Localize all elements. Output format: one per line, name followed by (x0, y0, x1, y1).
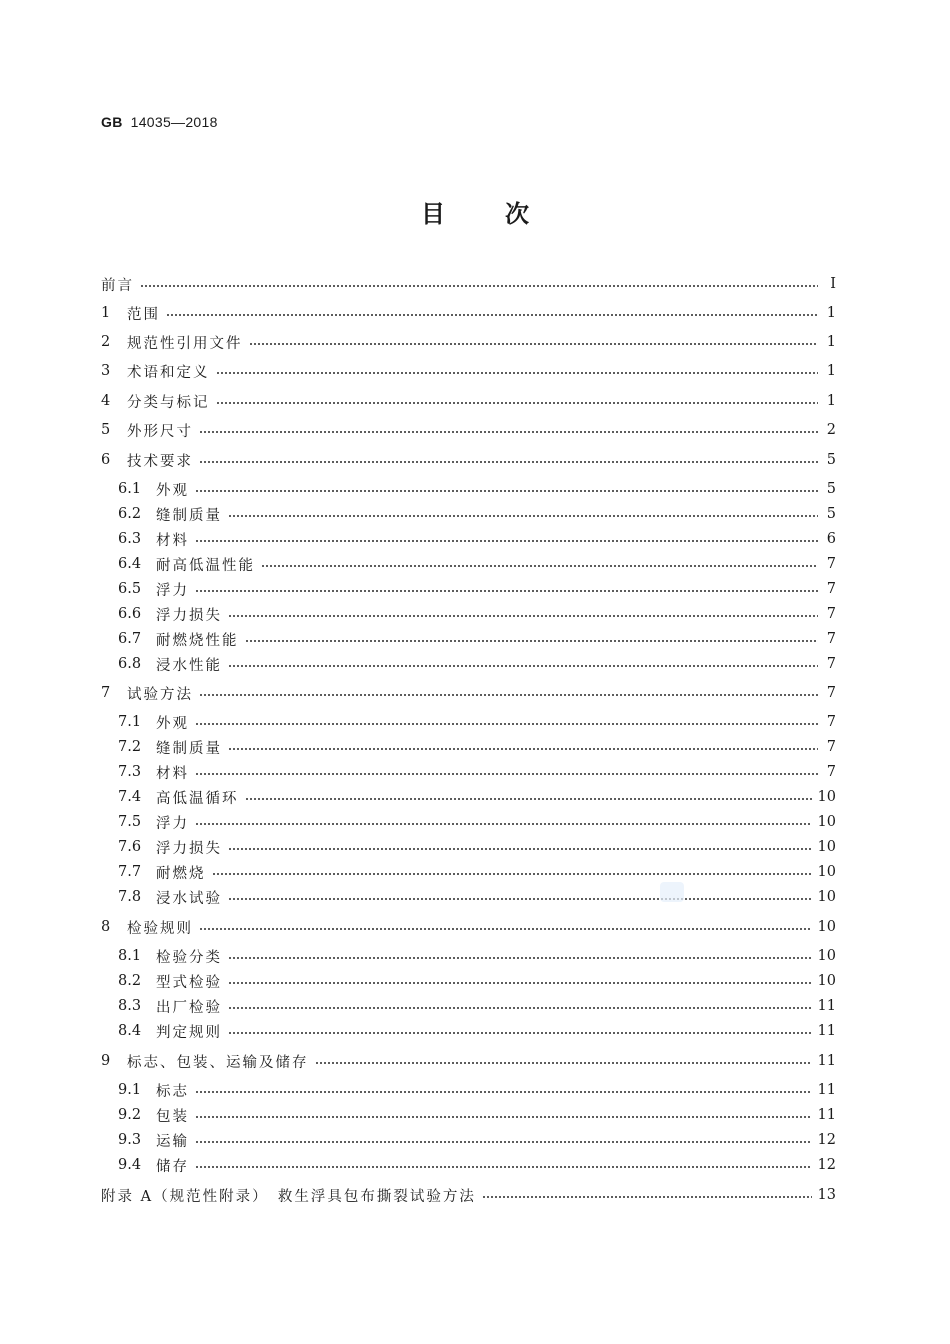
toc-entry-label: 耐燃烧性能 (156, 632, 239, 649)
toc-entry-number: 7.6 (118, 839, 142, 855)
toc-entry-label: 缝制质量 (156, 740, 222, 757)
dot-leader (199, 693, 818, 697)
toc-entry-label: 耐燃烧 (156, 865, 206, 882)
toc-entry-label: 浮力 (156, 582, 189, 599)
dot-leader (195, 722, 818, 726)
toc-entry[interactable] (118, 1105, 836, 1125)
toc-entry-page: 10 (817, 839, 836, 855)
dot-leader (195, 1165, 812, 1169)
toc-entry-page: 7 (826, 656, 836, 672)
toc-entry-page: 10 (817, 864, 836, 880)
dot-leader (199, 927, 812, 931)
toc-entry-number: 8.4 (118, 1023, 142, 1039)
dot-leader (245, 639, 819, 643)
toc-entry-page: 7 (826, 714, 836, 730)
toc-entry[interactable] (118, 712, 836, 732)
dot-leader (228, 981, 812, 985)
toc-entry-number: 6.6 (118, 606, 142, 622)
toc-entry-number: 6.5 (118, 581, 142, 597)
toc-entry[interactable] (118, 604, 836, 624)
title-char-2: 次 (505, 200, 529, 228)
dot-leader (166, 313, 818, 317)
toc-entry-label: 检验规则 (127, 920, 193, 937)
toc-entry-number: 8 (101, 919, 111, 935)
toc-entry-label: 材料 (156, 765, 189, 782)
toc-entry-page: 12 (817, 1157, 836, 1173)
toc-entry-page: 11 (817, 1023, 836, 1039)
toc-entry-page: 7 (826, 739, 836, 755)
dot-leader (195, 1140, 812, 1144)
toc-entry-label: 试验方法 (127, 686, 193, 703)
toc-entry-label: 外形尺寸 (127, 423, 193, 440)
toc-entry[interactable] (118, 1021, 836, 1041)
dot-leader (195, 1090, 812, 1094)
dot-leader (228, 1031, 812, 1035)
document-header (101, 114, 218, 130)
toc-entry-page: 1 (826, 305, 836, 321)
toc-entry-label: 出厂检验 (156, 999, 222, 1016)
toc-entry-number: 7.5 (118, 814, 142, 830)
dot-leader (195, 589, 818, 593)
watermark-logo (660, 882, 684, 902)
toc-entry[interactable] (118, 762, 836, 782)
dot-leader (216, 371, 819, 375)
toc-entry[interactable] (118, 504, 836, 524)
toc-entry[interactable] (118, 887, 836, 907)
toc-entry[interactable] (101, 1185, 836, 1205)
dot-leader (228, 664, 818, 668)
dot-leader (261, 564, 818, 568)
toc-entry-number: 6.2 (118, 506, 142, 522)
toc-entry-page: 2 (826, 422, 836, 438)
toc-entry[interactable] (118, 996, 836, 1016)
toc-entry-number: 6.8 (118, 656, 142, 672)
dot-leader (212, 872, 812, 876)
dot-leader (199, 430, 818, 434)
dot-leader (228, 847, 812, 851)
toc-entry[interactable] (118, 554, 836, 574)
toc-entry-page: 7 (826, 606, 836, 622)
toc-entry-label: 材料 (156, 532, 189, 549)
dot-leader (228, 1006, 812, 1010)
dot-leader (140, 284, 818, 288)
toc-entry-page: I (830, 276, 836, 292)
toc-entry-number: 9 (101, 1053, 111, 1069)
toc-entry-label: 分类与标记 (127, 394, 210, 411)
toc-entry-page: 11 (817, 998, 836, 1014)
dot-leader (249, 342, 819, 346)
toc-entry-page: 5 (826, 506, 836, 522)
toc-entry-label: 浮力损失 (156, 840, 222, 857)
toc-entry-number: 8.3 (118, 998, 142, 1014)
toc-entry-label: 型式检验 (156, 974, 222, 991)
dot-leader (228, 897, 812, 901)
toc-entry-label: 检验分类 (156, 949, 222, 966)
toc-entry-label: 缝制质量 (156, 507, 222, 524)
dot-leader (195, 539, 818, 543)
toc-entry-page: 13 (817, 1187, 836, 1203)
toc-entry-number: 4 (101, 393, 111, 409)
toc-entry[interactable] (101, 917, 836, 937)
dot-leader (228, 614, 818, 618)
toc-entry-number: 7.7 (118, 864, 142, 880)
toc-entry-label: 浮力 (156, 815, 189, 832)
dot-leader (195, 489, 818, 493)
toc-entry-page: 6 (826, 531, 836, 547)
dot-leader (315, 1061, 812, 1065)
toc-entry-page: 7 (826, 631, 836, 647)
toc-entry-label: 浸水试验 (156, 890, 222, 907)
toc-entry-label: 判定规则 (156, 1024, 222, 1041)
toc-entry[interactable] (101, 332, 836, 352)
toc-entry-page: 1 (826, 334, 836, 350)
toc-entry[interactable] (118, 862, 836, 882)
toc-entry-page: 11 (817, 1082, 836, 1098)
toc-entry-label: 浸水性能 (156, 657, 222, 674)
toc-entry-page: 11 (817, 1053, 836, 1069)
toc-entry-label: 附录 A（规范性附录） 救生浮具包布撕裂试验方法 (101, 1188, 476, 1205)
toc-entry-page: 7 (826, 581, 836, 597)
dot-leader (195, 822, 812, 826)
toc-entry-page: 12 (817, 1132, 836, 1148)
toc-entry-number: 7.1 (118, 714, 142, 730)
toc-entry-number: 9.4 (118, 1157, 142, 1173)
toc-entry-page: 10 (817, 919, 836, 935)
toc-entry-page: 5 (826, 481, 836, 497)
toc-entry-label: 规范性引用文件 (127, 335, 243, 352)
toc-entry-number: 6.3 (118, 531, 142, 547)
toc-entry[interactable] (118, 737, 836, 757)
toc-entry-label: 技术要求 (127, 453, 193, 470)
toc-entry-number: 7.2 (118, 739, 142, 755)
toc-entry[interactable] (101, 391, 836, 411)
toc-entry-number: 7.4 (118, 789, 142, 805)
toc-entry-page: 1 (826, 393, 836, 409)
dot-leader (245, 797, 812, 801)
toc-entry-label: 外观 (156, 482, 189, 499)
toc-entry[interactable] (101, 450, 836, 470)
standard-prefix: GB (101, 114, 123, 130)
toc-entry-page: 10 (817, 789, 836, 805)
toc-entry-label: 高低温循环 (156, 790, 239, 807)
toc-entry-number: 6.1 (118, 481, 142, 497)
toc-entry-number: 6.4 (118, 556, 142, 572)
page-title (0, 194, 950, 229)
toc-entry[interactable] (118, 654, 836, 674)
toc-entry-label: 术语和定义 (127, 364, 210, 381)
toc-entry-number: 9.1 (118, 1082, 142, 1098)
dot-leader (195, 772, 818, 776)
toc-entry-number: 2 (101, 334, 111, 350)
toc-entry-label: 储存 (156, 1158, 189, 1175)
toc-entry-number: 6 (101, 452, 111, 468)
toc-entry[interactable] (118, 529, 836, 549)
toc-entry-number: 7 (101, 685, 111, 701)
standard-number: 14035—2018 (130, 114, 218, 130)
toc-entry[interactable] (101, 683, 836, 703)
toc-entry[interactable] (118, 479, 836, 499)
toc-entry-number: 9.2 (118, 1107, 142, 1123)
toc-entry[interactable] (118, 1130, 836, 1150)
toc-entry[interactable] (118, 946, 836, 966)
toc-entry-page: 5 (826, 452, 836, 468)
toc-entry-number: 3 (101, 363, 111, 379)
toc-entry-number: 1 (101, 305, 111, 321)
toc-entry-page: 7 (826, 685, 836, 701)
toc-entry-number: 8.2 (118, 973, 142, 989)
toc-entry-label: 包装 (156, 1108, 189, 1125)
dot-leader (195, 1115, 812, 1119)
toc-entry-number: 5 (101, 422, 111, 438)
toc-entry-page: 1 (826, 363, 836, 379)
toc-entry[interactable] (118, 787, 836, 807)
toc-entry-page: 11 (817, 1107, 836, 1123)
toc-entry[interactable] (101, 361, 836, 381)
toc-entry-page: 10 (817, 814, 836, 830)
toc-entry[interactable] (118, 971, 836, 991)
dot-leader (228, 514, 818, 518)
toc-entry[interactable] (101, 1051, 836, 1071)
toc-entry-label: 耐高低温性能 (156, 557, 255, 574)
toc-entry-page: 7 (826, 556, 836, 572)
toc-entry[interactable] (118, 1155, 836, 1175)
toc-entry[interactable] (118, 1080, 836, 1100)
toc-entry-number: 8.1 (118, 948, 142, 964)
toc-entry[interactable] (118, 579, 836, 599)
dot-leader (482, 1195, 812, 1199)
toc-entry-number: 9.3 (118, 1132, 142, 1148)
toc-entry[interactable] (118, 837, 836, 857)
toc-entry-label: 标志 (156, 1083, 189, 1100)
toc-entry-label: 前言 (101, 277, 134, 294)
toc-entry[interactable] (101, 303, 836, 323)
dot-leader (216, 401, 819, 405)
toc-entry[interactable] (101, 420, 836, 440)
toc-entry-page: 10 (817, 948, 836, 964)
toc-entry-page: 10 (817, 889, 836, 905)
toc-entry-label: 标志、包装、运输及储存 (127, 1054, 309, 1071)
toc-entry[interactable] (118, 629, 836, 649)
title-char-1: 目 (421, 200, 445, 228)
toc-entry-number: 6.7 (118, 631, 142, 647)
toc-entry-number: 7.8 (118, 889, 142, 905)
dot-leader (228, 747, 818, 751)
toc-entry-number: 7.3 (118, 764, 142, 780)
toc-entry-label: 浮力损失 (156, 607, 222, 624)
toc-entry-page: 7 (826, 764, 836, 780)
toc-entry-label: 外观 (156, 715, 189, 732)
dot-leader (228, 956, 812, 960)
toc-entry-label: 范围 (127, 306, 160, 323)
toc-entry-label: 运输 (156, 1133, 189, 1150)
toc-entry[interactable] (118, 812, 836, 832)
dot-leader (199, 460, 818, 464)
toc-entry-page: 10 (817, 973, 836, 989)
toc-entry[interactable] (101, 274, 836, 294)
